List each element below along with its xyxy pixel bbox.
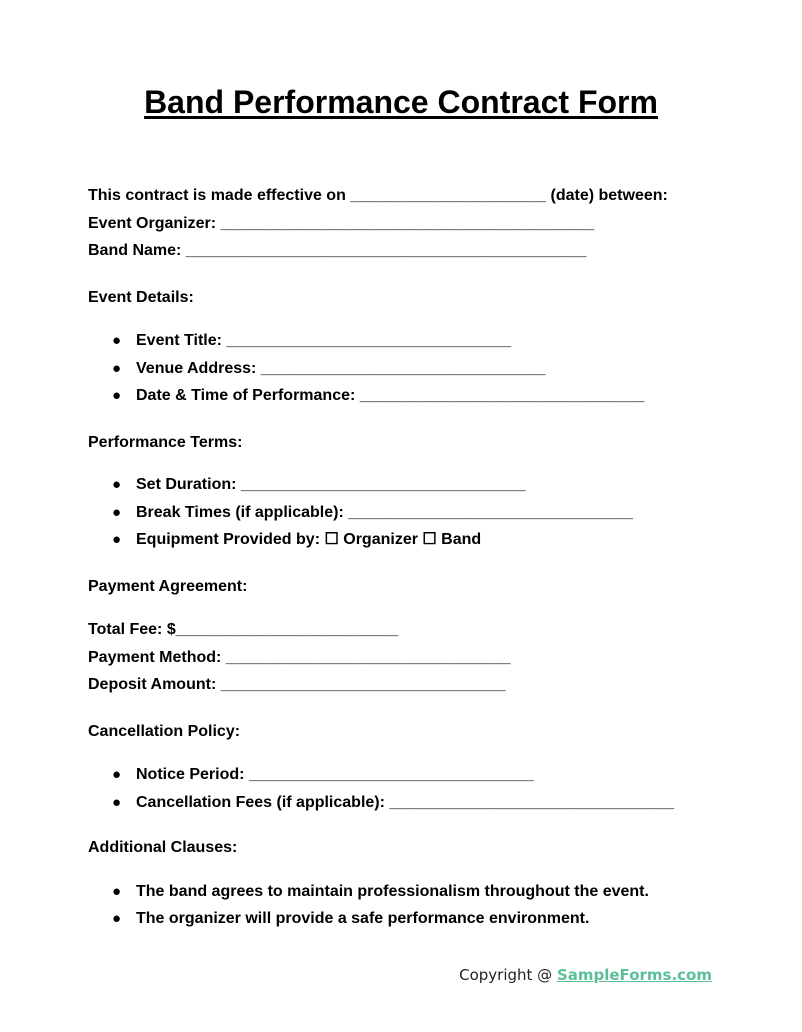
bullet-icon: ● (112, 504, 122, 521)
effective-date-line: This contract is made effective on ______________________ (date) between: (88, 187, 668, 204)
page-title: Band Performance Contract Form (144, 84, 658, 120)
bullet-icon: ● (112, 387, 122, 404)
list-item (112, 765, 534, 785)
venue-address-line: Venue Address: ________________________________ (136, 360, 546, 377)
notice-period-line: Notice Period: ________________________________ (136, 766, 534, 783)
clause-professionalism: The band agrees to maintain professionalism throughout the event. (136, 883, 649, 900)
deposit-amount-line: Deposit Amount: ________________________________ (88, 676, 506, 693)
list-item (112, 386, 645, 406)
bullet-icon: ● (112, 766, 122, 783)
bullet-icon: ● (112, 794, 122, 811)
break-times-line: Break Times (if applicable): ________________________________ (136, 504, 633, 521)
payment-agreement-heading: Payment Agreement: (88, 578, 248, 595)
performance-terms-heading: Performance Terms: (88, 434, 243, 451)
copyright-prefix: Copyright @ (459, 966, 557, 984)
total-fee-line: Total Fee: $_________________________ (88, 621, 399, 638)
bullet-icon: ● (112, 360, 122, 377)
band-name-line: Band Name: _____________________________________________ (88, 242, 587, 259)
cancellation-policy-heading: Cancellation Policy: (88, 723, 241, 740)
copyright-footer (459, 966, 712, 984)
set-duration-line: Set Duration: ________________________________ (136, 476, 526, 493)
event-title-line: Event Title: ________________________________ (136, 332, 512, 349)
list-item (112, 475, 526, 495)
sampleforms-link[interactable]: SampleForms.com (556, 966, 712, 984)
list-item (112, 503, 633, 523)
list-item (112, 331, 511, 351)
bullet-icon: ● (112, 910, 122, 927)
list-item (112, 793, 674, 813)
bullet-icon: ● (112, 476, 122, 493)
list-item (112, 359, 546, 379)
cancellation-fees-line: Cancellation Fees (if applicable): ________________________________ (136, 794, 675, 811)
bullet-icon: ● (112, 332, 122, 349)
bullet-icon: ● (112, 883, 122, 900)
bullet-icon: ● (112, 531, 122, 548)
clause-safe-environment: The organizer will provide a safe performance environment. (136, 910, 590, 927)
date-time-line: Date & Time of Performance: ________________________________ (136, 387, 645, 404)
payment-method-line: Payment Method: ________________________________ (88, 649, 511, 666)
event-details-heading: Event Details: (88, 289, 194, 306)
additional-clauses-heading: Additional Clauses: (88, 839, 238, 856)
list-item (112, 909, 589, 929)
list-item (112, 530, 481, 550)
event-organizer-line: Event Organizer: __________________________________________ (88, 215, 595, 232)
equipment-provided-line: Equipment Provided by: ☐ Organizer ☐ Band (136, 531, 482, 548)
list-item (112, 882, 649, 902)
